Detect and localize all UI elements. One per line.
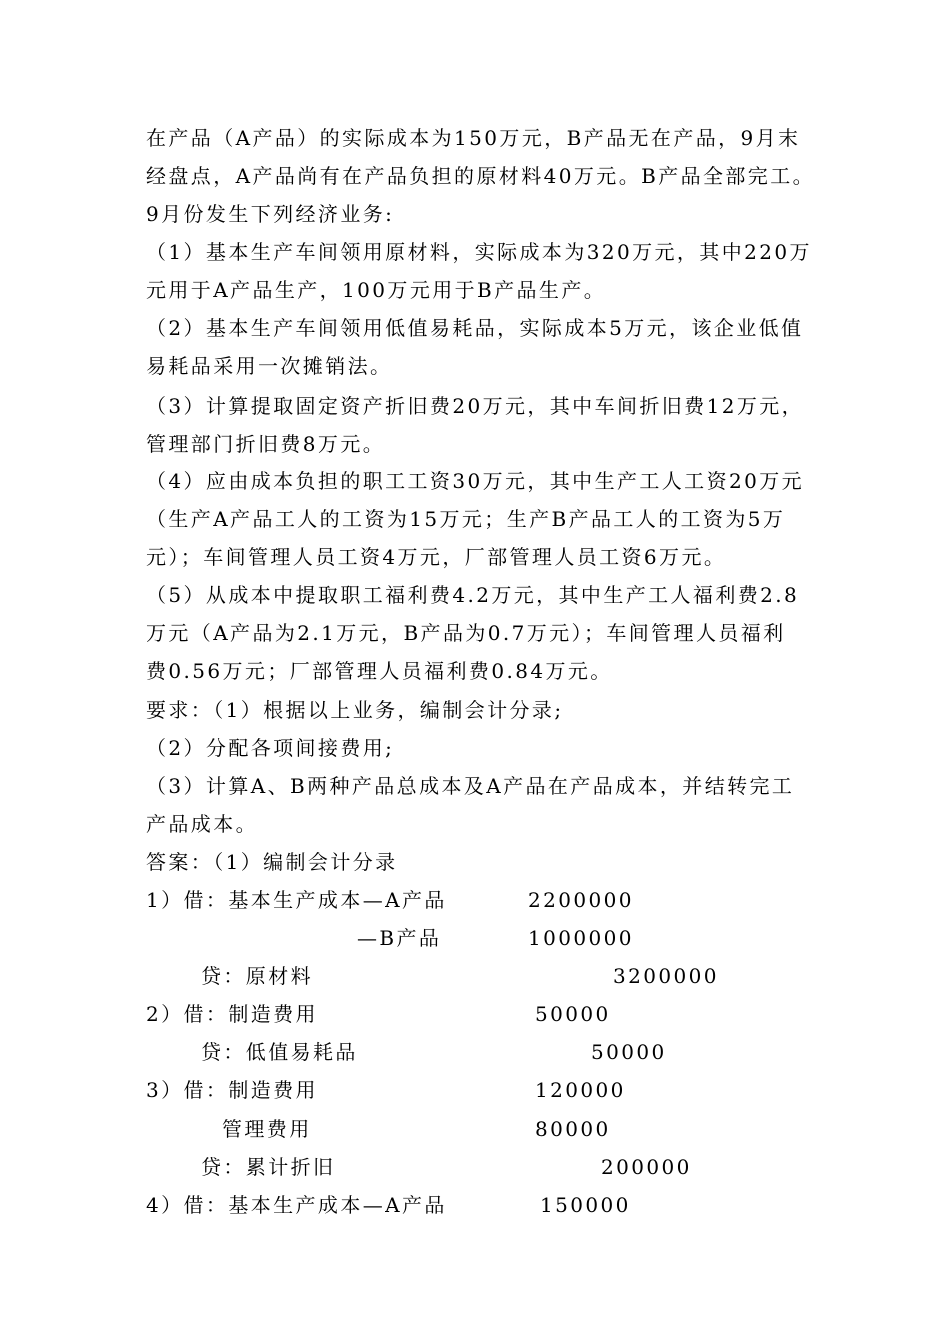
entry-2-credit-amount: 50000 [591,1040,667,1064]
requirement-item-2: （2）分配各项间接费用; [146,736,395,760]
question-item-5: （5）从成本中提取职工福利费4.2万元，其中生产工人福利费2.8 [146,583,800,607]
paragraph-line: 元）；车间管理人员工资4万元，厂部管理人员工资6万元。 [146,545,727,569]
entry-2-credit-label: 贷：低值易耗品 [201,1040,358,1064]
paragraph-line: 费0.56万元；厂部管理人员福利费0.84万元。 [146,659,613,683]
entry-3-debit-b-label: 管理费用 [222,1117,312,1141]
paragraph-line: 在产品（A产品）的实际成本为150万元，B产品无在产品，9月末 [146,126,801,150]
entry-3-debit-label: 3）借：制造费用 [146,1078,318,1102]
paragraph-line: 易耗品采用一次摊销法。 [146,354,393,378]
entry-2-debit-amount: 50000 [535,1002,611,1026]
answer-heading: 答案：（1）编制会计分录 [146,850,398,874]
entry-1-credit-amount: 3200000 [613,964,719,988]
entry-2-debit-label: 2）借：制造费用 [146,1002,318,1026]
entry-4-debit-amount: 150000 [540,1193,631,1217]
question-item-4: （4）应由成本负担的职工工资30万元，其中生产工人工资20万元 [146,469,805,493]
requirement-item-3: （3）计算A、B两种产品总成本及A产品在产品成本，并结转完工 [146,774,795,798]
requirements-heading: 要求：（1）根据以上业务，编制会计分录; [146,698,564,722]
paragraph-line: 经盘点，A产品尚有在产品负担的原材料40万元。B产品全部完工。 [146,164,815,188]
entry-1-debit-b-label: —B产品 [357,926,442,950]
question-item-1: （1）基本生产车间领用原材料，实际成本为320万元，其中220万 [146,240,812,264]
entry-1-debit-label: 1）借：基本生产成本—A产品 [146,888,447,912]
paragraph-line: 管理部门折旧费8万元。 [146,432,386,456]
entry-4-debit-label: 4）借：基本生产成本—A产品 [146,1193,447,1217]
entry-1-debit-amount: 2200000 [528,888,634,912]
entry-3-debit-b-amount: 80000 [535,1117,611,1141]
entry-1-credit-label: 贷：原材料 [201,964,313,988]
paragraph-line: （生产A产品工人的工资为15万元；生产B产品工人的工资为5万 [146,507,786,531]
entry-1-debit-b-amount: 1000000 [528,926,634,950]
entry-3-credit-label: 贷：累计折旧 [201,1155,336,1179]
paragraph-line: 产品成本。 [146,812,258,836]
entry-3-credit-amount: 200000 [601,1155,692,1179]
question-item-2: （2）基本生产车间领用低值易耗品，实际成本5万元，该企业低值 [146,316,804,340]
entry-3-debit-amount: 120000 [535,1078,626,1102]
paragraph-line: 元用于A产品生产，100万元用于B产品生产。 [146,278,607,302]
paragraph-line: 万元（A产品为2.1万元，B产品为0.7万元）；车间管理人员福利 [146,621,786,645]
paragraph-line: 9月份发生下列经济业务: [146,202,395,226]
question-item-3: （3）计算提取固定资产折旧费20万元，其中车间折旧费12万元， [146,394,805,418]
